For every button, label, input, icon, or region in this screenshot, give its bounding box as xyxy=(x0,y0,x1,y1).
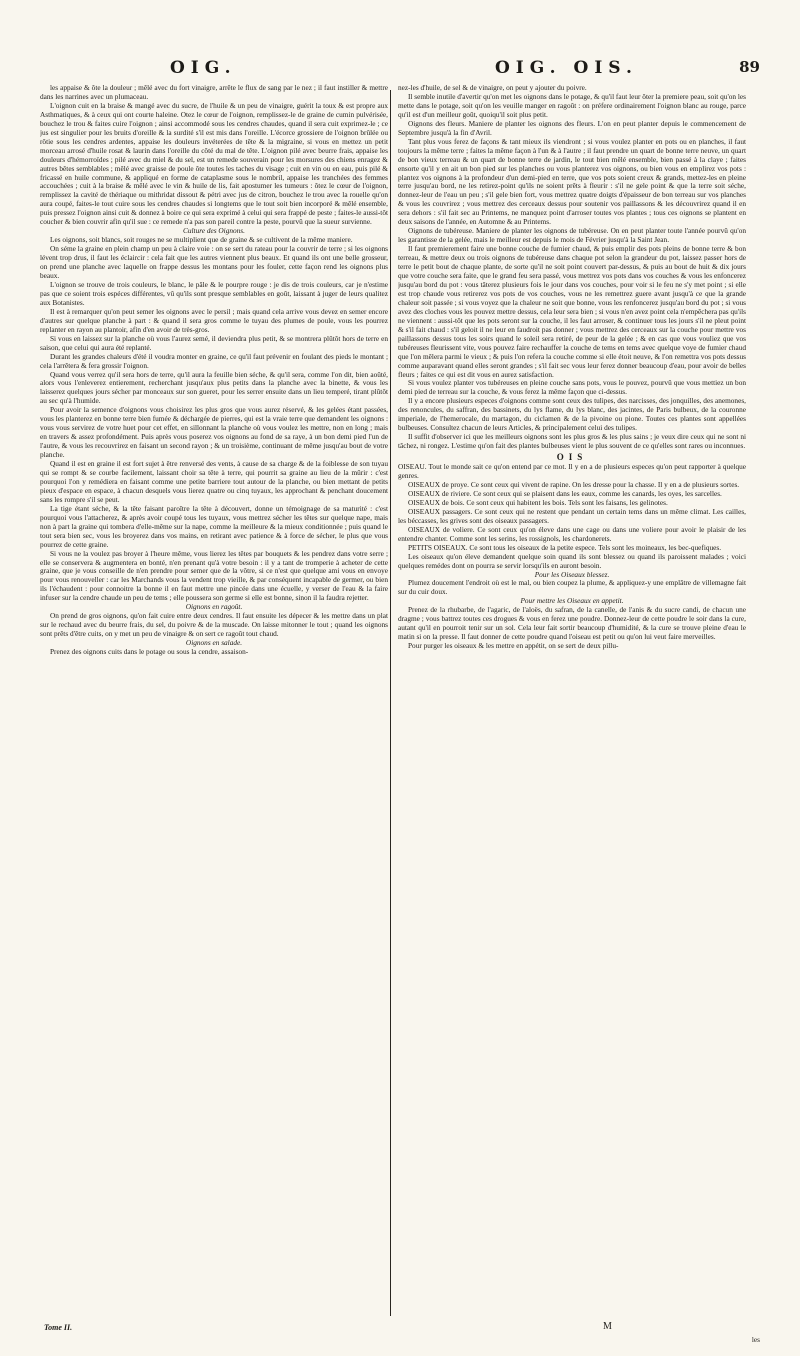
paragraph: Prenez des oignons cuits dans le potage ou sous la cendre, assaison- xyxy=(50,647,249,657)
paragraph: Durant les grandes chaleurs d'été il voudra monter en graine, ce qu'il faut prévenir en foulant des pieds le montant ; cela l'arrêtera & fera grossir l'oignon. xyxy=(40,351,388,370)
paragraph: Quand il est en graine il est fort sujet à être renversé des vents, à cause de sa charge & de la foiblesse de son tuyau qui se rompt & se courbe facilement, laissant choir sa tête à terre, qui pourrit sa graine au lieu de la mûrir : c'est pourquoi l'on y remédiera en faisant comme une petite barriere tout autour de la planche, ou bien mettant de petits pieux d'espace en espace, à chacun desquels vous lierez quatre ou cinq tuyaux, les approchant & penchant doucement sans les rompre s'il se peut. xyxy=(40,459,388,504)
left-column xyxy=(40,84,388,1324)
paragraph: On prend de gros oignons, qu'on fait cuire entre deux cendres. Il faut ensuite les dépecer & les mettre dans un plat sur le rechaud avec du beurre frais, du sel, du poivre & de la muscade. On laisse mitonner le tout ; quand les oignons sont prêts d'être cuits, on y met un peu de vinaigre & on sert ce ragoût tout chaud. xyxy=(40,611,388,639)
section-subheading: Pour mettre les Oiseaux en appetit. xyxy=(520,596,624,606)
right-column xyxy=(398,84,746,1324)
paragraph: L'oignon cuit en la braise & mangé avec du sucre, de l'huile & un peu de vinaigre, guérit la toux & est propre aux Asthmatiques, & à ceux qui ont courte haleine. Otez le cœur de l'oignon, remplissez-le de graine de cumin pulvérisée, bouchez le trou & faites cuire l'oignon ; ainsi accommodé sous les cendres chaudes, quand il sera cuit exprimez-le ; ce jus est singulier pour les bruits d'oreille & la surdité s'il est mis dans l'oreille. L'écorce grossiere de l'oignon brûlée ou rôtie sous les cendres ardentes, appaise les douleurs invéterées de tête & la migraine, si vous en mettez un petit morceau arrosé d'huile rosat & laurin dans l'oreille du côté du mal de tête. L'oignon pilé avec beurre frais, appaise les douleurs d'hémorroïdes ; pilé avec du miel & du sel, est un remede souverain pour les morsures des chiens enragez & autres bêtes semblables ; mêlé avec graisse de poule ôte toutes les taches du visage ; cuit en vin ou en eau, puis pilé & fricassé en huile commune, & appliqué en forme de cataplasme sous le nombril, appaise les tranchées des femmes accouchées ; cuit à la braise & mêlé avec le vin & huile de lis, fait apostumer les tumeurs : ôtez le cœur de l'oignon, remplissez la cavité de thériaque ou mithridat dissout & pétri avec jus de citron, bouchez le trou avec la rouelle qu'on aura coupé, faites-le tout cuire sous les cendres chaudes si longtems que le tout soit bien incorporé & mêlé ensemble, puis pressez l'oignon ainsi cuit & donnez à boire ce qui sera exprimé à celui qui sera frappé de peste ; faites-le aussi-tôt coucher & bien couvrir afin qu'il sue : ce remede n'a pas son pareil contre la peste, pourvû que la sueur survienne. xyxy=(40,100,388,227)
paragraph: OISEAU. Tout le monde sait ce qu'on entend par ce mot. Il y en a de plusieurs especes qu'on peut rapporter à quelque genres. xyxy=(398,462,746,481)
paragraph: Pour purger les oiseaux & les mettre en appétit, on se sert de deux pillu- xyxy=(408,641,619,651)
paragraph: Quand vous verrez qu'il sera hors de terre, qu'il aura la feuille bien séche, & qu'il sera, comme l'on dit, bien aoûté, alors vous l'enleverez entierement, recherchant jusqu'aux plus petits dans la planche avec la binette, & vous les laisserez quelques jours sécher par monceaux sur son gueret, pour les serrer ensuite dans un lieu temperé, tirant plûtôt au sec qu'à l'humide. xyxy=(40,369,388,406)
section-subheading: Oignons en ragoût. xyxy=(185,602,243,612)
paragraph: Si vous en laissez sur la planche où vous l'aurez semé, il deviendra plus petit, & se montrera plûtôt hors de terre en saison, que celui qui aura été replanté. xyxy=(40,333,388,352)
paragraph: Pour avoir la semence d'oignons vous choisirez les plus gros que vous aurez réservé, & les gelées étant passées, vous les planterez en bonne terre bien fumée & déchargée de pierres, qui est la vraie terre que demandent les oignons : vous vous servirez de votre huet pour cet effet, en sillonnant la planche où vous voulez les mettre, non en long ; mais en travers & assez profondément. Puis après vous poserez vos oignons au fond de sa raye, à un bon demi pied l'un de l'autre, & vous les recouvrirez en faisant un second rayon ; & un troisième, continuant de même jusqu'au bout de votre planche. xyxy=(40,405,388,460)
paragraph: L'oignon se trouve de trois couleurs, le blanc, le pâle & le pourpre rouge : je dis de trois couleurs, car je n'estime pas que ce soient trois espéces différentes, vû qu'ils sont presque semblables en goût, laissant à juger de leurs qualitez aux Botanistes. xyxy=(40,279,388,307)
paragraph: OISEAUX de proye. Ce sont ceux qui vivent de rapine. On les dresse pour la chasse. Il y en a de plusieurs sortes. xyxy=(408,479,740,489)
volume-label: Tome II. xyxy=(44,1323,73,1332)
signature-mark: M xyxy=(603,1321,612,1332)
paragraph: OISEAUX de voliere. Ce sont ceux qu'on éleve dans une cage ou dans une voliere pour avoir le plaisir de les entendre chanter. Comme sont les serins, les rossignols, les chardonerets. xyxy=(398,524,746,543)
paragraph: OISEAUX de bois. Ce sont ceux qui habitent les bois. Tels sont les faisans, les gelinotes. xyxy=(408,497,668,507)
paragraph: On séme la graine en plein champ un peu à claire voie : on se sert du rateau pour la couvrir de terre ; si les oignons lévent trop drus, il faut les éclaircir : cela fait que les autres viennent plus beaux. Et quand ils ont une belle grosseur, on prend une planche avec laquelle on frappe dessus les montans pour les fouler, cette façon rend les oignons plus beaux. xyxy=(40,244,388,281)
paragraph: La tige étant séche, & la tête faisant paroître la tête à découvert, donne un témoignage de sa maturité : c'est pourquoi vous l'attacherez, & après avoir coupé tous les tuyaux, vous mettrez sécher les têtes sur quelque nape, mais non à part la graine qui tombera d'elle-même sur la nape, comme la meilleure & la mieux conditionnée ; puis quand le tout sera bien sec, vous les broyerez dans vos mains, en retirant avec patience & à force de sécher, le plus que vous pourrez de cette graine. xyxy=(40,503,388,549)
paragraph: Les oiseaux qu'on éleve demandent quelque soin quand ils sont blessez ou quand ils paroissent malades ; voici quelques remédes dont on pourra se servir lorsqu'ils en auront besoin. xyxy=(398,551,746,570)
paragraph: Plumez doucement l'endroit où est le mal, ou bien coupez la plume, & appliquez-y une emplâtre de villemagne fait sur du cuir doux. xyxy=(398,578,746,597)
paragraph: Oignons des fleurs. Maniere de planter les oignons des fleurs. L'on en peut planter depuis le commencement de Septembre jusqu'à la fin d'Avril. xyxy=(398,118,746,137)
section-subheading: Oignons en salade. xyxy=(185,638,243,648)
paragraph: Il faut premierement faire une bonne couche de fumier chaud, & puis emplir des pots pleins de bonne terre & bon terreau, & mettre deux ou trois oignons de tubéreuse dans chaque pot selon la grandeur du pot, laissez passer hors de terre le petit bout de chaque plante, de sorte qu'il ne soit point couvert par-dessus, & puis au bout de huit & dix jours que votre couche sera faite, que le grand feu sera passé, vous mettrez vos pots dans vos couches & vous les enfoncerez jusqu'au bord du pot : vous tâterez plusieurs fois le jour dans vos couches, pour voir si le feu ne s'y met point ; si elle est trop chaude vous retirerez vos pots de vos couches, vous ne les remettrez guere avant jusqu'à ce que la grande chaleur soit passée ; si vous voyez que la chaleur ne soit que bonne, vous les renfoncerez jusqu'au bord du pot ; si vous avez des cloches vous les pouvez mettre dessus, cela leur sera bien ; si vous n'en avez point cela n'empêchera pas qu'ils ne viennent : aussi-tôt que les pots seront sur la couche, il les faut arroser, & continuer tous les jours s'il ne pleut point & s'il fait chaud : s'il geloit il ne leur en faudroit pas donner ; vous mettrez des cerceaux sur la couche pour mettre vos paillassons dessus tous les soirs quand le soleil sera retiré, de peur de la gelée ; & en cas que vous vouliez que vos tubéreuses fleurissent vite, vous pouvez faire rechauffer la couche de tems en tems avec quelque voye de fumier chaud que l'on mêlera parmi le vieux ; & puis l'on refera la couche comme si elle étoit neuve, & l'on remettra vos pots dessus comme auparavant quand elles seront grandes ; s'il fait sec vous leur ferez donner beaucoup d'eau, pour avoir de belles fleurs ; faites ce qui est dit vous en aurez satisfaction. xyxy=(398,244,746,379)
paragraph: nez-les d'huile, de sel & de vinaigre, on peut y ajouter du poivre. xyxy=(398,84,587,92)
running-header xyxy=(40,58,760,84)
paragraph: Il suffit d'observer ici que les meilleurs oignons sont les plus gros & les plus sains ; je veux dire ceux qui ne sont ni tâchez, ni rongez. L'estime qu'on fait des plantes bulbeuses vient le plus souvent de ce qu'elles sont rares ou inconnues. xyxy=(398,432,746,451)
paragraph: Si vous ne la voulez pas broyer à l'heure même, vous lierez les têtes par bouquets & les pendrez dans votre serre ; elle se conservera & augmentera en bonté, n'en prenant qu'à votre besoin : il y a tant de tromperie à acheter de cette graine, que je vous conseille de n'en prendre pour semer que de la vôtre, si ce n'est que quelque ami vous en envoye pour vous renouveller : car les Marchands vous la vendent trop vieille, & par conséquent incapable de germer, ou bien ils l'échaudent : pour connoitre la bonne il en faut mettre une pincée dans une écuelle, y verser de l'eau & la faire infuser sur la cendre chaude un peu de tems ; elle poussera son germe si elle est bonne, sinon il la faudra rejetter. xyxy=(40,548,388,603)
section-title: OIS xyxy=(556,452,588,463)
paragraph: les appaise & ôte la douleur ; mêlé avec du fort vinaigre, arrête le flux de sang par le nez ; il faut instiller & mettre dans les narrines avec un plumaceau. xyxy=(40,84,388,101)
page-number: 89 xyxy=(739,58,760,76)
paragraph: Il est à remarquer qu'on peut semer les oignons avec le persil ; mais quand cela arrive vous devez en semer encore d'autres sur quelque planche à part : & quand il sera gros comme le tuyau des plumes de poule, vous les pourrez replanter en rayon au plantoir, afin d'en avoir de très-gros. xyxy=(40,306,388,334)
section-subheading: Culture des Oignons. xyxy=(183,226,245,236)
paragraph: Il y a encore plusieurs especes d'oignons comme sont ceux des tulipes, des narcisses, des jonquilles, des anemones, des renoncules, du saffran, des bassinets, du lys flame, du lys blanc, des jacintes, de Paris bulbeux, de la couronne imperiale, de l'hemerocale, du martagon, du ciclamen & de la pivoine ou pione. Toutes ces plantes sont appellées bulbeuses. Consultez chacun de leurs Articles, & principalement celui des tulipes. xyxy=(398,396,746,433)
paragraph: Tant plus vous ferez de façons & tant mieux ils viendront ; si vous voulez planter en pots ou en planches, il faut toujours la même terre ; faites la même façon à l'un & à l'autre ; il faut prendre un quart de bonne terre neuve, un quart de bon vieux terreau & un quart de bonne terre de jardin, le tout bien mêlé ensemble, bien passé à la claye ; faites ensorte qu'il y en ait un bon pied sur les planches ou vous planterez vos oignons, ou bien vous en emplirez vos pots : plantez vos oignons à la profondeur d'un demi-pied en terre, que vos pots soient creux & grands, mettez-les en pleine terre jusqu'au bord, ne les retirez-point qu'ils ne soient prêts à fleurir : s'il ne gele point & que la terre soit séche, donnez-leur de l'eau un peu ; s'il gele bien fort, vous mettrez quatre doigts d'épaisseur de bon terreau sur vos planches & vous les couvrirez ; vous mettrez des cerceaux dessus pour soutenir vos paillassons & les découvrirez quand il en sera dehors : s'il fait sec au Printems, ne manquez point d'arroser toutes vos plantes ; tous ces oignons se plantent en deux saisons de l'année, en Automne & au Printems. xyxy=(398,136,746,227)
paragraph: Prenez de la rhubarbe, de l'agaric, de l'aloës, du safran, de la canelle, de l'anis & du sucre candi, de chacun une dragme ; vous battrez toutes ces drogues & vous en ferez une poudre. Donnez-leur de cette poudre le soir dans la cure, autant qu'il en pourroit tenir sur un sol. Cela leur fait sortir beaucoup d'humidité, & la cure se trouve pleine d'eau le matin si on la presse. Il faut donner de cette poudre quand l'oiseau est petit ou qu'on lui veut faire merveilles. xyxy=(398,605,746,642)
catchword: les xyxy=(751,1335,760,1344)
paragraph: Les oignons, soit blancs, soit rouges ne se multiplient que de graine & se cultivent de la même maniere. xyxy=(50,235,353,245)
paragraph: PETITS OISEAUX. Ce sont tous les oiseaux de la petite espece. Tels sont les moineaux, les bec-quefiques. xyxy=(408,542,722,552)
paragraph: Oignons de tubéreuse. Maniere de planter les oignons de tubéreuse. On en peut planter toute l'année pourvû qu'on les garantisse de la gelée, mais le meilleur est depuis le mois de Février jusqu'à la Saint Jean. xyxy=(398,226,746,245)
header-right-words: OIG. OIS. xyxy=(495,58,638,78)
paragraph: Il semble inutile d'avertir qu'on met les oignons dans le potage, & qu'il faut leur ôter la premiere peau, soit qu'on les mette dans le potage, soit qu'on les veuille manger en ragoût : on préfere ordinairement l'oignon blanc au rouge, parce qu'il est d'un meilleur goût, quoiqu'il soit plus petit. xyxy=(398,91,746,119)
section-subheading: Pour les Oiseaux blessez. xyxy=(534,569,610,579)
paragraph: Si vous voulez planter vos tubéreuses en pleine couche sans pots, vous le pouvez, pourvû que vous mettiez un bon demi pied de terreau sur la couche, & vous ferez la même façon que ci-dessus. xyxy=(398,378,746,397)
column-rule xyxy=(390,90,391,1316)
header-left-word: OIG. xyxy=(170,58,237,78)
paragraph: OISEAUX passagers. Ce sont ceux qui ne restent que pendant un certain tems dans un même climat. Les cailles, les béccasses, les grives sont des oiseaux passagers. xyxy=(398,506,746,525)
paragraph: OISEAUX de riviere. Ce sont ceux qui se plaisent dans les eaux, comme les canards, les oyes, les sarcelles. xyxy=(408,488,722,498)
